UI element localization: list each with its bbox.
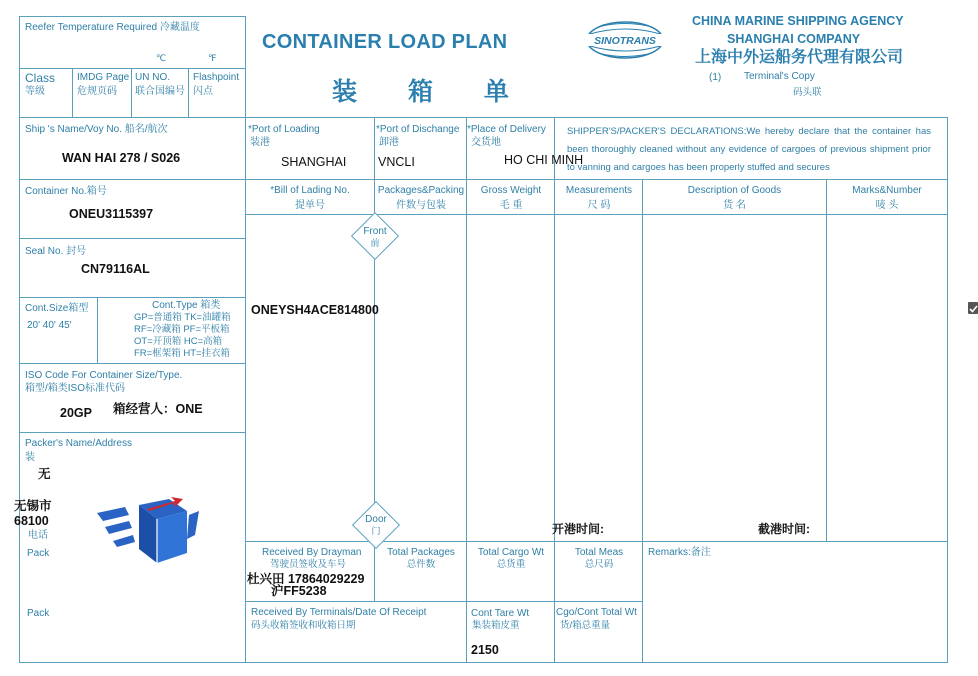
cutoff-time-label: 截港时间: — [758, 522, 810, 536]
packer-label: Packer's Name/Address — [25, 438, 132, 449]
grid-line — [374, 117, 375, 179]
grid-line — [245, 214, 948, 215]
col-description: Description of Goods — [687, 185, 782, 196]
sinotrans-logo — [584, 20, 666, 60]
total-meas-label-cn: 总尺码 — [584, 559, 614, 570]
packer-fragment: 68100 — [14, 514, 49, 528]
total-packages-label: Total Packages — [387, 547, 455, 558]
col-packages-cn: 件数与包装 — [396, 200, 446, 211]
pack-fragment: Pack — [27, 608, 50, 619]
door-label-cn: 门 — [371, 526, 381, 536]
packer-fragment: 电话 — [28, 530, 48, 541]
received-by-terminals-label-cn: 码头收箱签收和收箱日期 — [251, 620, 356, 631]
port-of-discharge-label: *Port of Dischange — [376, 124, 460, 135]
copy-label: Terminal's Copy — [744, 71, 815, 82]
cont-type-line: RF=冷藏箱 PF=平板箱 — [134, 324, 230, 335]
grid-line — [19, 662, 948, 663]
shipper-declaration: SHIPPER'S/PACKER'S DECLARATIONS:We hereby declare that the container has been thoroughly cleaned without any evidence of cargoes of previous shipment prior to vanning and cargoes has been properly stuffed and secures — [567, 126, 931, 173]
received-by-terminals-label: Received By Terminals/Date Of Receipt — [251, 607, 427, 618]
cont-type-line: FR=框架箱 HT=挂衣箱 — [134, 348, 231, 359]
col-marks-cn: 唛 头 — [875, 200, 899, 211]
grid-line — [97, 297, 98, 363]
port-open-time-label: 开港时间: — [552, 522, 604, 536]
door-label: Door — [365, 514, 387, 525]
col-measurements-cn: 尺 码 — [587, 200, 611, 211]
cgo-total-wt-label-cn: 货/箱总重量 — [560, 620, 611, 631]
grid-line — [131, 68, 132, 117]
port-of-discharge-label-cn: 卸港 — [379, 137, 399, 148]
grid-line — [554, 117, 555, 179]
cont-size-label: Cont.Size箱型 — [25, 303, 89, 314]
grid-line — [19, 16, 246, 17]
grid-line — [19, 238, 246, 239]
total-packages-label-cn: 总件数 — [406, 559, 436, 570]
packer-label-cn: 装 — [25, 452, 35, 463]
col-description-cn: 货 名 — [723, 200, 746, 211]
grid-line — [19, 117, 948, 118]
received-by-drayman-label-cn: 驾驶员签收及车号 — [270, 559, 347, 570]
copy-label-cn: 码头联 — [793, 87, 822, 98]
cont-tare-wt-value: 2150 — [471, 643, 499, 657]
drayman-contact-value: 杜兴田 17864029229 — [247, 572, 365, 586]
flashpoint-label: Flashpoint — [193, 72, 240, 83]
svg-text:SINOTRANS: SINOTRANS — [594, 35, 656, 47]
front-label-cn: 前 — [370, 238, 380, 248]
bill-of-lading-value: ONEYSH4ACE814800 — [251, 303, 379, 317]
unit-celsius: ℃ — [156, 53, 167, 63]
grid-line — [188, 68, 189, 117]
agency-name: CHINA MARINE SHIPPING AGENCY — [692, 14, 904, 28]
grid-line — [466, 179, 467, 662]
front-label: Front — [363, 226, 387, 237]
col-bill-of-lading-cn: 提单号 — [295, 200, 325, 211]
container-label: Container No.箱号 — [25, 186, 107, 197]
agency-company: SHANGHAI COMPANY — [727, 32, 861, 46]
place-of-delivery-value: HO CHI MINH — [504, 153, 584, 167]
pack-fragment: Pack — [27, 548, 50, 559]
total-cargo-wt-label: Total Cargo Wt — [477, 547, 545, 558]
iso-label-cn: 箱型/箱类ISO标准代码 — [25, 383, 126, 394]
place-of-delivery-label-cn: 交货地 — [471, 137, 501, 148]
grid-line — [826, 179, 827, 542]
copy-number: (1) — [709, 72, 722, 83]
received-by-drayman-label: Received By Drayman — [262, 547, 362, 558]
grid-line — [19, 432, 246, 433]
unit-fahrenheit: ℉ — [208, 53, 217, 63]
imdg-label-cn: 危规页码 — [77, 86, 117, 97]
grid-line — [19, 68, 246, 69]
un-label: UN NO. — [135, 72, 170, 83]
drayman-plate-value: 沪FF5238 — [271, 584, 327, 598]
checkbox-icon[interactable] — [968, 302, 978, 314]
grid-line — [19, 179, 948, 180]
grid-line — [19, 16, 20, 663]
cgo-total-wt-label: Cgo/Cont Total Wt — [556, 607, 637, 618]
grid-line — [554, 179, 555, 662]
port-of-loading-label-cn: 装港 — [250, 137, 270, 148]
ship-value: WAN HAI 278 / S026 — [62, 151, 181, 165]
grid-line — [245, 16, 246, 663]
un-label-cn: 联合国编号 — [135, 86, 185, 97]
watermark-logo — [95, 495, 201, 567]
globe-icon — [584, 20, 666, 60]
seal-label: Seal No. 封号 — [25, 246, 87, 257]
operator-value: 箱经营人：ONE — [113, 402, 203, 416]
place-of-delivery-label: *Place of Delivery — [467, 124, 546, 135]
class-label-cn: 等级 — [25, 86, 45, 97]
grid-line — [642, 179, 643, 662]
grid-line — [19, 363, 246, 364]
agency-name-cn: 上海中外运船务代理有限公司 — [695, 49, 904, 66]
cont-type-line: GP=普通箱 TK=油罐箱 — [134, 312, 231, 323]
col-gross-weight-cn: 毛 重 — [499, 200, 523, 211]
port-of-loading-value: SHANGHAI — [281, 155, 347, 169]
col-gross-weight: Gross Weight — [480, 185, 542, 196]
col-packages: Packages&Packing — [377, 185, 465, 196]
page-title-cn: 装 箱 单 — [332, 78, 531, 106]
flashpoint-label-cn: 闪点 — [193, 86, 213, 97]
container-value: ONEU3115397 — [69, 207, 154, 221]
imdg-label: IMDG Page — [77, 72, 130, 83]
col-bill-of-lading: *Bill of Lading No. — [270, 185, 350, 196]
iso-value: 20GP — [60, 406, 92, 420]
total-meas-label: Total Meas — [574, 547, 624, 558]
ship-label: Ship 's Name/Voy No. 船名/航次 — [25, 124, 168, 135]
grid-line — [72, 68, 73, 117]
packer-fragment: 无 — [38, 467, 51, 481]
col-marks: Marks&Number — [852, 185, 922, 196]
remarks-label: Remarks:备注 — [648, 547, 711, 558]
cont-type-label: Cont.Type 箱类 — [152, 300, 221, 311]
cont-tare-wt-label: Cont Tare Wt — [471, 608, 530, 619]
grid-line — [245, 541, 948, 542]
cont-size-values: 20' 40' 45' — [27, 320, 72, 331]
shipping-box-icon — [95, 495, 201, 567]
class-label: Class — [25, 71, 56, 85]
cont-type-line: OT=开顶箱 HC=高箱 — [134, 336, 223, 347]
seal-value: CN79116AL — [81, 262, 150, 276]
grid-line — [245, 601, 642, 602]
port-of-discharge-value: VNCLI — [378, 155, 415, 169]
cont-tare-wt-label-cn: 集装箱皮重 — [472, 620, 520, 631]
col-measurements: Measurements — [565, 185, 633, 196]
page-title: CONTAINER LOAD PLAN — [262, 31, 508, 53]
total-cargo-wt-label-cn: 总货重 — [496, 559, 526, 570]
port-of-loading-label: *Port of Loading — [248, 124, 320, 135]
grid-line — [19, 297, 246, 298]
reefer-label: Reefer Temperature Required 冷藏温度 — [25, 22, 200, 33]
grid-line — [947, 117, 948, 663]
iso-label: ISO Code For Container Size/Type. — [25, 370, 183, 381]
packer-fragment: 无锡市 — [14, 499, 52, 513]
